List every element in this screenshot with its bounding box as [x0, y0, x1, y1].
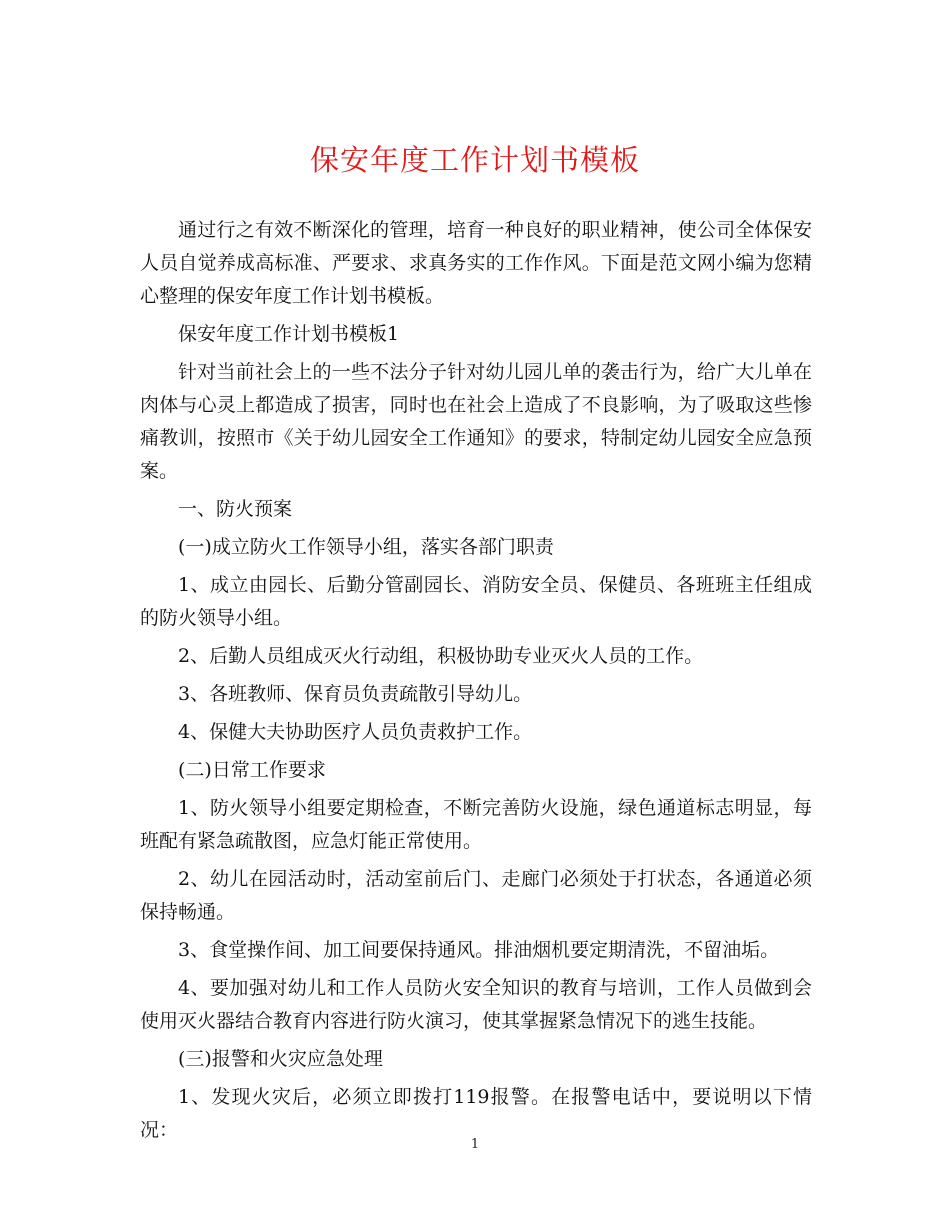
- list-item: 2、后勤人员组成灭火行动组，积极协助专业灭火人员的工作。: [178, 645, 704, 667]
- list-item: 1、发现火灾后，必须立即拨打119报警。在报警电话中，要说明以下情况：: [140, 1086, 812, 1141]
- subsection-heading-alarm-handling: (三)报警和火灾应急处理: [178, 1048, 383, 1070]
- subsection-heading-daily-requirements: (二)日常工作要求: [178, 759, 326, 781]
- intro-paragraph: 通过行之有效不断深化的管理，培育一种良好的职业精神，使公司全体保安人员自觉养成高标准、严要求、求真务实的工作作风。下面是范文网小编为您精心整理的保安年度工作计划书模板。: [140, 219, 812, 307]
- section-heading-fire-plan: 一、防火预案: [178, 498, 293, 520]
- list-item: 1、防火领导小组要定期检查，不断完善防火设施，绿色通道标志明显，每班配有紧急疏散图，应急灯能正常使用。: [140, 797, 812, 852]
- list-item: 4、保健大夫协助医疗人员负责救护工作。: [178, 721, 533, 743]
- list-item: 3、食堂操作间、加工间要保持通风。排油烟机要定期清洗，不留油垢。: [178, 939, 780, 961]
- document-body: [140, 214, 812, 1152]
- list-item: 1、成立由园长、后勤分管副园长、消防安全员、保健员、各班班主任组成的防火领导小组。: [140, 574, 812, 629]
- document-title: 保安年度工作计划书模板: [309, 143, 640, 177]
- subsection-heading-leadership: (一)成立防火工作领导小组，落实各部门职责: [178, 536, 554, 558]
- template-heading: 保安年度工作计划书模板1: [178, 323, 400, 345]
- list-item: 4、要加强对幼儿和工作人员防火安全知识的教育与培训，工作人员做到会使用灭火器结合教育内容进行防火演习，使其掌握紧急情况下的逃生技能。: [140, 977, 812, 1032]
- background-paragraph: 针对当前社会上的一些不法分子针对幼儿园儿单的袭击行为，给广大儿单在肉体与心灵上都造成了损害，同时也在社会上造成了不良影响，为了吸取这些惨痛教训，按照市《关于幼儿园安全工作通知》的要求，特制定幼儿园安全应急预案。: [140, 361, 812, 482]
- list-item: 2、幼儿在园活动时，活动室前后门、走廊门必须处于打状态，各通道必须保持畅通。: [140, 868, 812, 923]
- page-number: 1: [470, 1137, 480, 1152]
- list-item: 3、各班教师、保育员负责疏散引导幼儿。: [178, 683, 533, 705]
